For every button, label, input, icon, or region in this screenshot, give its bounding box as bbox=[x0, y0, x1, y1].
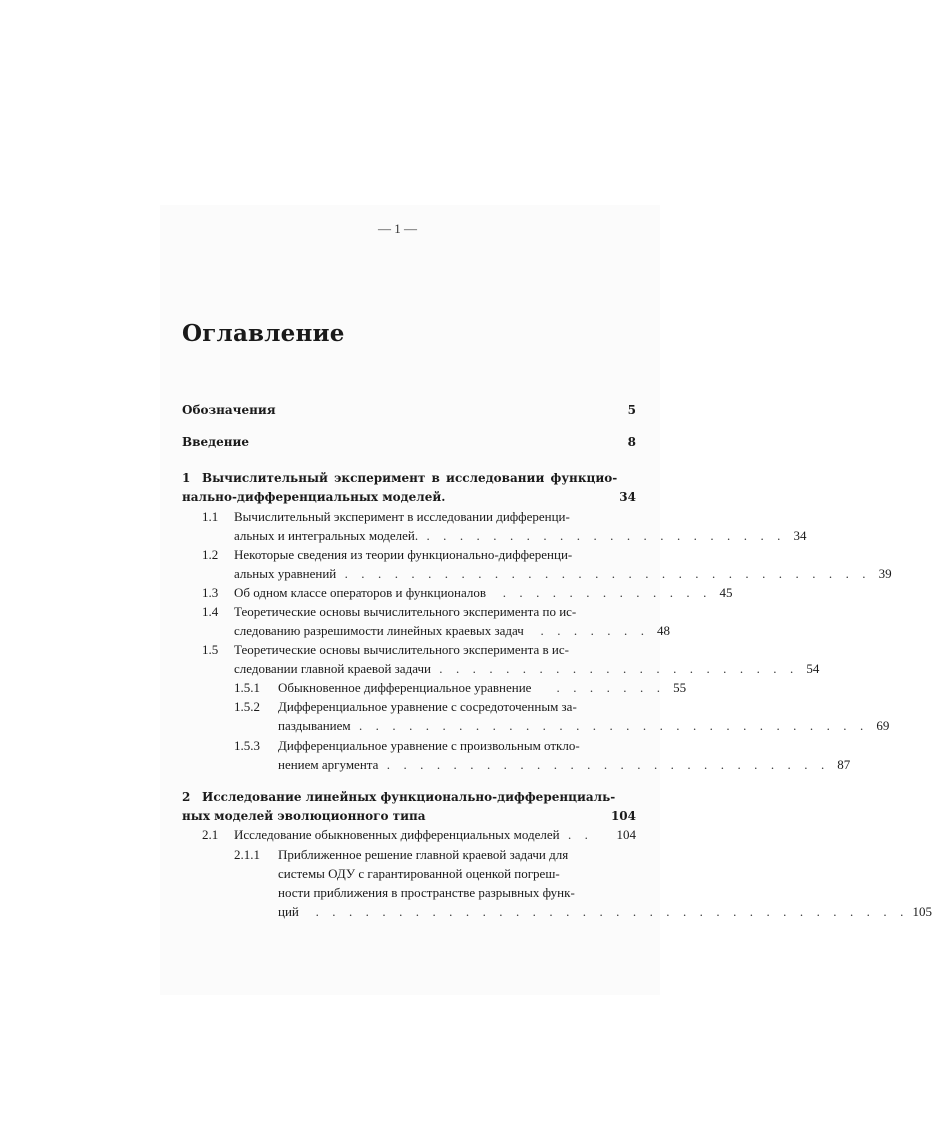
toc-entry-page: 54 bbox=[806, 661, 820, 676]
toc-entry-label-cont: нально-дифференциальных моделей. bbox=[182, 490, 446, 504]
toc-entry-page: 8 bbox=[627, 435, 636, 449]
toc-entry-label: Исследование обыкновенных дифференциальных моделей bbox=[234, 827, 560, 842]
toc-entry-number: 1.5.3 bbox=[234, 738, 260, 753]
toc-entry-page: 69 bbox=[876, 718, 890, 733]
toc-entry-label: Теоретические основы вычислительного эксперимента по ис- bbox=[234, 604, 577, 619]
toc-entry-label: Об одном классе операторов и функционалов bbox=[234, 585, 486, 600]
toc-entry-line bbox=[234, 659, 820, 679]
page-title: Оглавление bbox=[182, 320, 345, 347]
toc-entry-number: 1.5.2 bbox=[234, 699, 260, 714]
toc-entry-label: Обыкновенное дифференциальное уравнение bbox=[278, 680, 532, 695]
toc-entry-label-cont: альных и интегральных моделей. bbox=[234, 528, 419, 543]
leader-dots: . . . . . . . . . . . . . . . . . . . . . . . . . . . . . . . . . . . . bbox=[298, 904, 909, 919]
toc-entry-page: 5 bbox=[627, 403, 636, 417]
toc-entry-line bbox=[278, 716, 890, 736]
leader-dots: . . . . . . . . . . . . . . . . . . . . . . bbox=[418, 528, 786, 543]
toc-entry-line bbox=[234, 526, 807, 546]
toc-entry-number: 2.1 bbox=[202, 827, 219, 842]
toc-entry-label: Дифференциальное уравнение с сосредоточенным за- bbox=[278, 699, 577, 714]
toc-entry-label: Некоторые сведения из теории функционально-дифференци- bbox=[234, 547, 573, 562]
toc-entry-label-cont: паздыванием bbox=[278, 718, 351, 733]
leader-dots: . . . . . . . . . . . . . . . . . . . . . . . . . . . . . . . . bbox=[336, 566, 871, 581]
toc-entry-line bbox=[234, 583, 733, 603]
leader-dots: . . . . . . . . . . . . . . . . . . . . . . bbox=[430, 661, 799, 676]
toc-entry-page: 34 bbox=[793, 528, 807, 543]
toc-entry-label: Приближенное решение главной краевой задачи для bbox=[278, 847, 569, 862]
toc-entry-number: 1.5.1 bbox=[234, 680, 260, 695]
toc-entry-number: 1.4 bbox=[202, 604, 219, 619]
toc-entry-label: Обозначения bbox=[182, 403, 276, 417]
toc-entry-page: 45 bbox=[719, 585, 733, 600]
toc-entry-number: 2.1.1 bbox=[234, 847, 260, 862]
toc-entry-line bbox=[278, 902, 932, 922]
toc-entry-line bbox=[278, 755, 851, 775]
toc-entry-page: 105 bbox=[912, 904, 932, 919]
toc-entry-page: 104 bbox=[616, 827, 636, 842]
toc-entry-label: Дифференциальное уравнение с произвольным откло- bbox=[278, 738, 580, 753]
toc-entry-page: 104 bbox=[610, 809, 636, 823]
leader-dots: . . . . . . . bbox=[531, 680, 666, 695]
toc-entry-label: Вычислительный эксперимент в исследовании функцио- bbox=[202, 471, 618, 485]
toc-entry-line bbox=[182, 806, 636, 826]
toc-entry-line bbox=[182, 487, 636, 507]
leader-dots: . . . . . . . . . . . . . . . . . . . . . . . . . . . . . . . bbox=[350, 718, 869, 733]
leader-dots: . . bbox=[559, 827, 594, 842]
toc-entry-number: 1 bbox=[182, 471, 191, 485]
toc-entry-number: 1.1 bbox=[202, 509, 219, 524]
toc-entry-number: 1.3 bbox=[202, 585, 219, 600]
toc-entry-number: 1.2 bbox=[202, 547, 219, 562]
toc-entry-page: 48 bbox=[657, 623, 671, 638]
toc-entry-number: 2 bbox=[182, 790, 191, 804]
leader-dots: . . . . . . . bbox=[523, 623, 650, 638]
toc-entry-label-cont: следованию разрешимости линейных краевых задач bbox=[234, 623, 524, 638]
toc-entry-notation[interactable] bbox=[182, 400, 636, 420]
toc-entry-page: 55 bbox=[673, 680, 687, 695]
toc-entry-label: Теоретические основы вычислительного эксперимента в ис- bbox=[234, 642, 569, 657]
toc-entry-introduction[interactable] bbox=[182, 432, 636, 452]
leader-dots: . . . . . . . . . . . . . . . . . . . . . . . . . . . bbox=[378, 757, 830, 772]
toc-entry-line bbox=[234, 621, 671, 641]
toc-entry-label-cont: нением аргумента bbox=[278, 757, 379, 772]
toc-entry-label: Вычислительный эксперимент в исследовании дифференци- bbox=[234, 509, 570, 524]
toc-entry-label-cont: ций bbox=[278, 904, 299, 919]
toc-entry-label: Исследование линейных функционально-дифференциаль- bbox=[202, 790, 616, 804]
toc-entry-label-cont: альных уравнений bbox=[234, 566, 337, 581]
toc-entry-label-cont: ности приближения в пространстве разрывных функ- bbox=[278, 885, 575, 900]
leader-dots: . . . . . . . . . . . . . bbox=[486, 585, 712, 600]
toc-entry-line bbox=[234, 564, 892, 584]
toc-entry-number: 1.5 bbox=[202, 642, 219, 657]
toc-entry-line bbox=[234, 825, 636, 845]
toc-entry-label-cont: следовании главной краевой задачи bbox=[234, 661, 431, 676]
toc-entry-label-cont: ных моделей эволюционного типа bbox=[182, 809, 426, 823]
toc-entry-page: 39 bbox=[878, 566, 892, 581]
toc-entry-label-cont: системы ОДУ с гарантированной оценкой погреш- bbox=[278, 866, 560, 881]
toc-entry-label: Введение bbox=[182, 435, 250, 449]
toc-entry-page: 87 bbox=[837, 757, 851, 772]
page-number: — 1 — bbox=[378, 221, 417, 236]
toc-entry-page: 34 bbox=[619, 490, 636, 504]
toc-entry-line bbox=[278, 678, 687, 698]
